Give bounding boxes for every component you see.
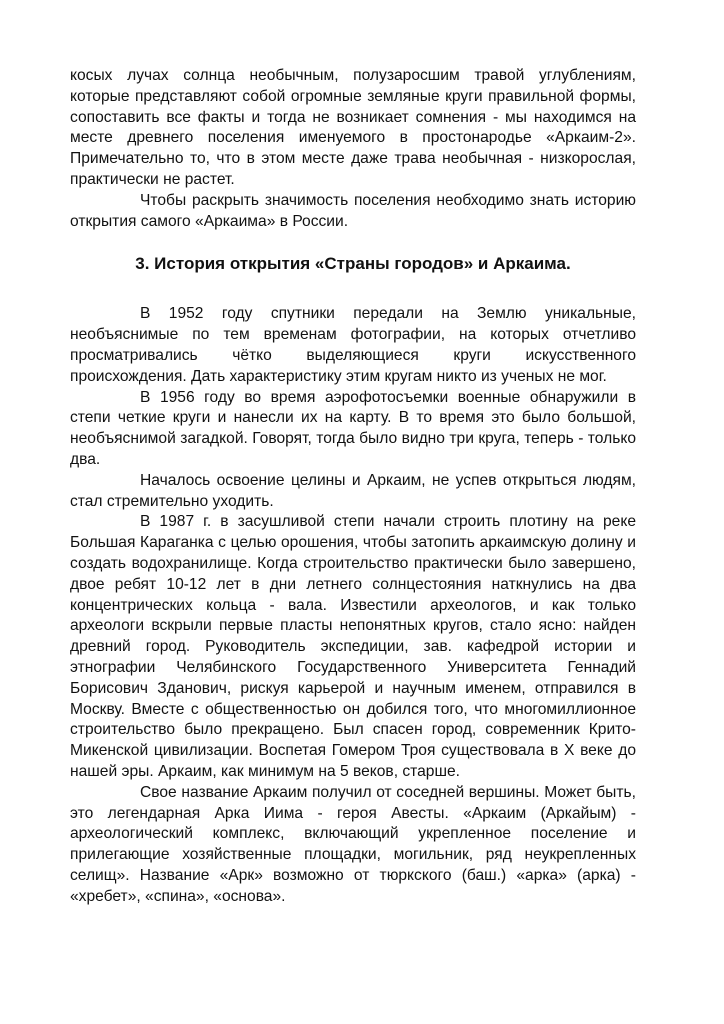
- paragraph-history-intro: Чтобы раскрыть значимость поселения необходимо знать историю открытия самого «Аркаима» в России.: [70, 191, 636, 230]
- paragraph-virgin-lands: Началось освоение целины и Аркаим, не успев открыться людям, стал стремительно уходить.: [70, 471, 636, 510]
- paragraph-arkaim2-description: косых лучах солнца необычным, полузаросшим травой углублениям, которые представляют собой огромные земляные круги правильной формы, сопоставить все факты и тогда не возникает сомнения - мы находимся на месте древнего поселения именуемого в простонародье «Аркаим-2». Примечательно то, что в этом месте даже трава необычная - низкорослая, практически не растет.: [70, 67, 636, 188]
- document-page: [70, 66, 636, 907]
- paragraph-1956-aerial-survey: В 1956 году во время аэрофотосъемки военные обнаружили в степи четкие круги и нанесли их на карту. В то время это было большой, необъяснимой загадкой. Говорят, тогда было видно три круга, теперь - только два.: [70, 388, 636, 468]
- section-heading: 3. История открытия «Страны городов» и Аркаима.: [135, 254, 571, 274]
- paragraph-1987-dam: В 1987 г. в засушливой степи начали строить плотину на реке Большая Караганка с целью орошения, чтобы затопить аркаимскую долину и создать водохранилище. Когда строительство практически было завершено, двое ребят 10-12 лет в дни летнего солнцестояния наткнулись на два концентрических кольца - вала. Известили археологов, и как только археологи вскрыли первые пласты непонятных кругов, стало ясно: найден древний город. Руководитель экспедиции, зав. кафедрой истории и этнографии Челябинского Государственного Университета Геннадий Борисович Зданович, рискуя карьерой и научным именем, отправился в Москву. Вместе с общественностью он добился того, что многомиллионное строительство было прекращено. Был спасен город, современник Крито-Микенской цивилизации. Воспетая Гомером Троя существовала в X веке до нашей эры. Аркаим, как минимум на 5 веков, старше.: [70, 513, 636, 780]
- paragraph-name-origin: Свое название Аркаим получил от соседней вершины. Может быть, это легендарная Арка Иима - героя Авесты. «Аркаим (Аркайым) - археологический комплекс, включающий укрепленное поселение и прилегающие хозяйственные площадки, могильник, ряд неукрепленных селищ». Название «Арк» возможно от тюркского (баш.) «арка» (арка) - «хребет», «спина», «основа».: [70, 783, 636, 905]
- paragraph-1952-satellite: В 1952 году спутники передали на Землю уникальные, необъяснимые по тем временам фотографии, на которых отчетливо просматривались чётко выделяющиеся круги искусственного происхождения. Дать характеристику этим кругам никто из ученых не мог.: [70, 305, 636, 385]
